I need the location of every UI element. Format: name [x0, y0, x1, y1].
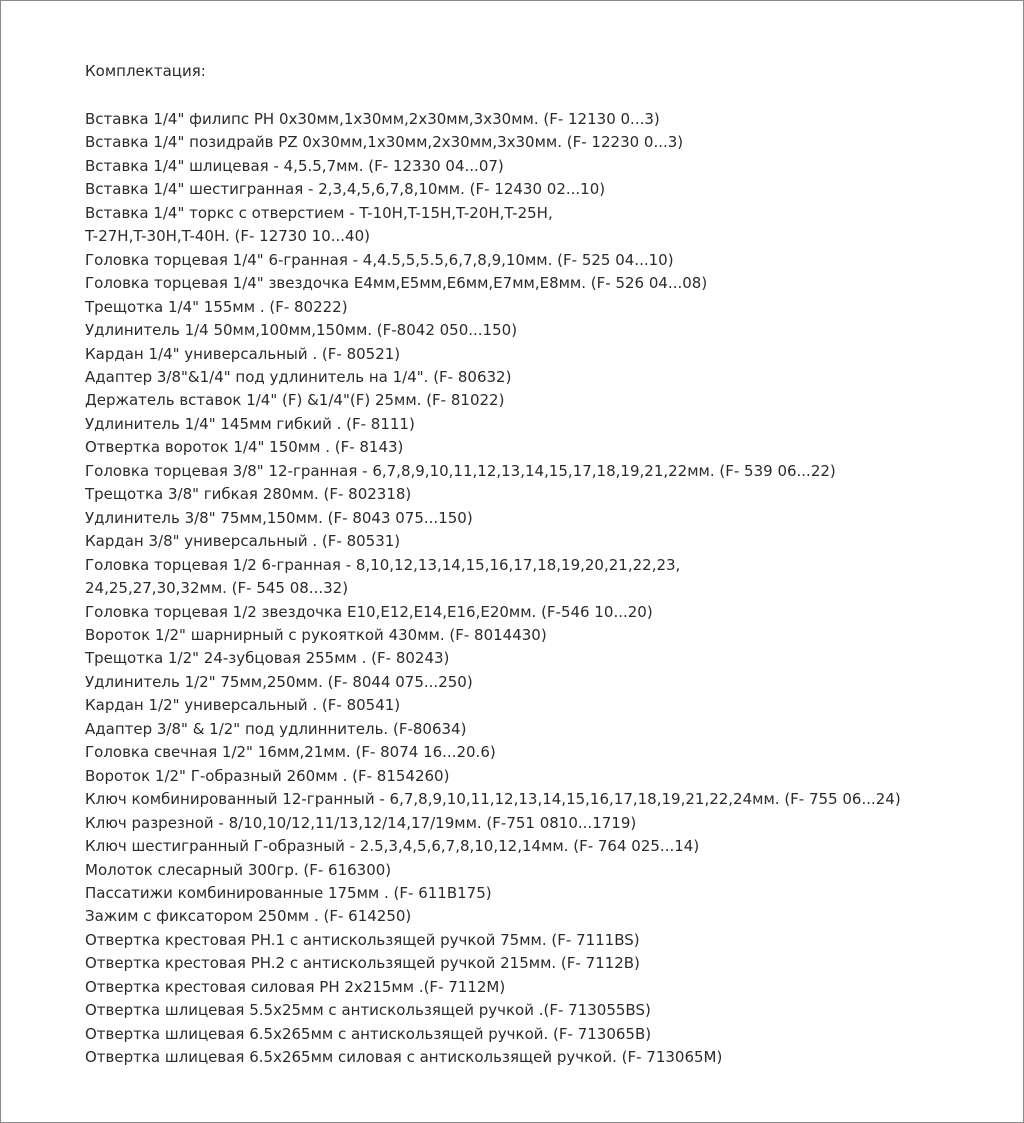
list-item: Отвертка вороток 1/4" 150мм . (F- 8143) — [85, 438, 404, 457]
list-item: Удлинитель 1/2" 75мм,250мм. (F- 8044 075...250) — [85, 672, 473, 691]
list-item: Ключ шестигранный Г-образный - 2.5,3,4,5,6,7,8,10,12,14мм. (F- 764 025...14) — [85, 837, 700, 856]
list-item: Удлинитель 1/4 50мм,100мм,150мм. (F-8042 050...150) — [85, 321, 518, 340]
list-item: T-27H,T-30H,T-40H. (F- 12730 10...40) — [85, 227, 370, 246]
list-item: Удлинитель 1/4" 145мм гибкий . (F- 8111) — [85, 414, 415, 433]
list-item: Головка торцевая 1/4" звездочка E4мм,E5мм,E6мм,E7мм,E8мм. (F- 526 04...08) — [85, 274, 708, 293]
list-item: Зажим с фиксатором 250мм . (F- 614250) — [85, 907, 412, 926]
list-item: Трещотка 1/2" 24-зубцовая 255мм . (F- 80243) — [85, 649, 450, 668]
list-item: Вставка 1/4" позидрайв PZ 0x30мм,1x30мм,2x30мм,3x30мм. (F- 12230 0...3) — [85, 133, 684, 152]
list-item: Головка торцевая 1/2 6-гранная - 8,10,12,13,14,15,16,17,18,19,20,21,22,23, — [85, 555, 681, 574]
list-item: Головка торцевая 1/4" 6-гранная - 4,4.5,5,5.5,6,7,8,9,10мм. (F- 525 04...10) — [85, 250, 674, 269]
list-item: Трещотка 1/4" 155мм . (F- 80222) — [85, 297, 348, 316]
list-item: Молоток слесарный 300гр. (F- 616300) — [85, 860, 392, 879]
list-item: Отвертка крестовая PH.2 с антискользящей ручкой 215мм. (F- 7112B) — [85, 954, 640, 973]
kit-contents-list — [85, 108, 901, 1070]
list-item: Удлинитель 3/8" 75мм,150мм. (F- 8043 075...150) — [85, 508, 473, 527]
list-item: Головка торцевая 3/8" 12-гранная - 6,7,8,9,10,11,12,13,14,15,17,18,19,21,22мм. (F- 539 06...22) — [85, 461, 836, 480]
list-item: Держатель вставок 1/4" (F) &1/4"(F) 25мм. (F- 81022) — [85, 391, 505, 410]
list-item: Адаптер 3/8"&1/4" под удлинитель на 1/4". (F- 80632) — [85, 367, 512, 386]
list-item: Кардан 1/4" универсальный . (F- 80521) — [85, 344, 401, 363]
list-item: Адаптер 3/8" & 1/2" под удлиннитель. (F-80634) — [85, 719, 467, 738]
list-item: Отвертка крестовая PH.1 с антискользящей ручкой 75мм. (F- 7111BS) — [85, 930, 640, 949]
list-item: Отвертка шлицевая 5.5x25мм с антискользящей ручкой .(F- 713055BS) — [85, 1001, 651, 1020]
list-item: Вставка 1/4" торкс с отверстием - T-10H,T-15H,T-20H,T-25H, — [85, 203, 553, 222]
list-item: Головка свечная 1/2" 16мм,21мм. (F- 8074 16...20.6) — [85, 743, 496, 762]
list-item: Отвертка крестовая силовая PH 2x215мм .(F- 7112M) — [85, 977, 506, 996]
list-item: Отвертка шлицевая 6.5x265мм с антискользящей ручкой. (F- 713065B) — [85, 1024, 652, 1043]
list-item: Пассатижи комбинированные 175мм . (F- 611B175) — [85, 883, 492, 902]
list-item: Трещотка 3/8" гибкая 280мм. (F- 802318) — [85, 485, 412, 504]
list-item: Кардан 1/2" универсальный . (F- 80541) — [85, 696, 401, 715]
list-item: 24,25,27,30,32мм. (F- 545 08...32) — [85, 579, 349, 598]
list-item: Вороток 1/2" шарнирный с рукояткой 430мм. (F- 8014430) — [85, 625, 547, 644]
list-item: Кардан 3/8" универсальный . (F- 80531) — [85, 532, 401, 551]
list-item: Ключ комбинированный 12-гранный - 6,7,8,9,10,11,12,13,14,15,16,17,18,19,21,22,24мм. (F- 755 06...24) — [85, 790, 901, 809]
list-item: Ключ разрезной - 8/10,10/12,11/13,12/14,17/19мм. (F-751 0810...1719) — [85, 813, 637, 832]
document-title: Комплектация: — [85, 62, 206, 80]
list-item: Вставка 1/4" шестигранная - 2,3,4,5,6,7,8,10мм. (F- 12430 02...10) — [85, 180, 606, 199]
list-item: Вставка 1/4" шлицевая - 4,5.5,7мм. (F- 12330 04...07) — [85, 156, 504, 175]
list-item: Вороток 1/2" Г-образный 260мм . (F- 8154260) — [85, 766, 450, 785]
list-item: Головка торцевая 1/2 звездочка E10,E12,E14,E16,E20мм. (F-546 10...20) — [85, 602, 653, 621]
list-item: Отвертка шлицевая 6.5x265мм силовая с антискользящей ручкой. (F- 713065M) — [85, 1048, 723, 1067]
list-item: Вставка 1/4" филипс PH 0x30мм,1x30мм,2x30мм,3x30мм. (F- 12130 0...3) — [85, 110, 660, 128]
